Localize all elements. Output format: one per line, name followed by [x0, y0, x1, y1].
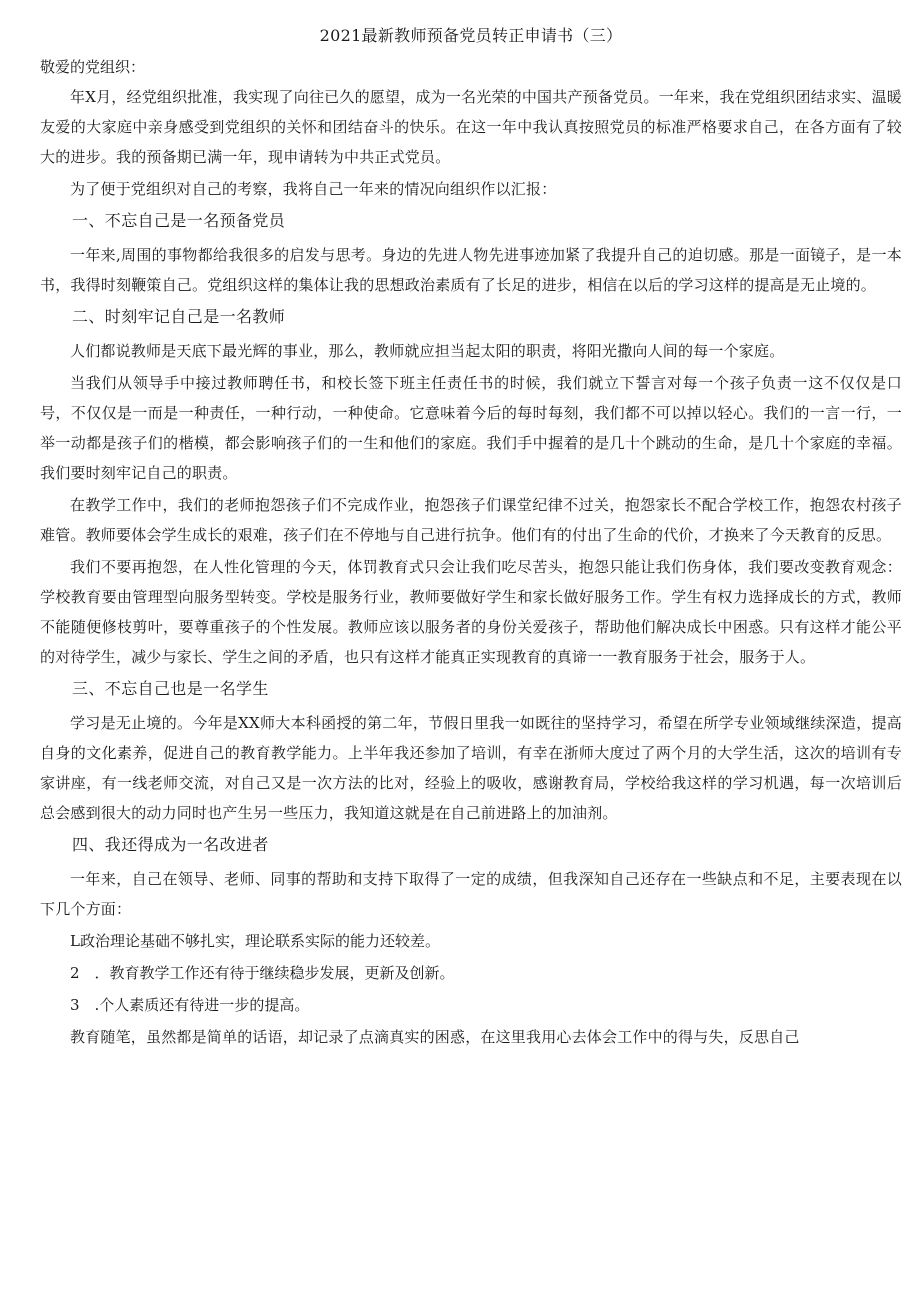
paragraph-section-4: 一年来，自己在领导、老师、同事的帮助和支持下取得了一定的成绩，但我深知自己还存在一些缺点和不足，主要表现在以下几个方面： — [40, 870, 902, 918]
section-heading-4: 四、我还得成为一名改进者 — [72, 835, 269, 854]
paragraph-section-2d: 我们不要再抱怨，在人性化管理的今天，体罚教育式只会让我们吃尽苦头，抱怨只能让我们伤身体，我们要改变教育观念：学校教育要由管理型向服务型转变。学校是服务行业，教师要做好学生和家长做好服务工作。学生有权力选择成长的方式，教师不能随便修枝剪叶，要尊重孩子的个性发展。教师应该以服务者的身份关爱孩子，帮助他们解决成长中困惑。只有这样才能公平的对待学生，减少与家长、学生之间的矛盾，也只有这样才能真正实现教育的真谛一一教育服务于社会，服务于人。 — [40, 558, 902, 666]
section-heading-3: 三、不忘自己也是一名学生 — [72, 679, 269, 698]
salutation: 敬爱的党组织： — [40, 58, 146, 76]
section-heading-2: 二、时刻牢记自己是一名教师 — [72, 307, 286, 326]
section-heading-1: 一、不忘自己是一名预备党员 — [72, 211, 286, 230]
list-item-3: 3 .个人素质还有待进一步的提高。 — [70, 996, 310, 1014]
paragraph-section-3: 学习是无止境的。今年是XX师大本科函授的第二年，节假日里我一如既往的坚持学习，希望在所学专业领域继续深造，提高自身的文化素养，促进自己的教育教学能力。上半年我还参加了培训，有幸在浙师大度过了两个月的大学生活，这次的培训有专家讲座，有一线老师交流，对自己又是一次方法的比对，经验上的吸收，感谢教育局，学校给我这样的学习机遇，每一次培训后总会感到很大的动力同时也产生另一些压力，我知道这就是在自己前进路上的加油剂。 — [40, 714, 902, 822]
document-page — [40, 24, 902, 1054]
document-title: 2021最新教师预备党员转正申请书（三） — [319, 26, 623, 45]
paragraph-closing: 教育随笔，虽然都是简单的话语，却记录了点滴真实的困惑，在这里我用心去体会工作中的得与失，反思自己 — [70, 1028, 800, 1046]
list-item-2: 2 ．教育教学工作还有待于继续稳步发展，更新及创新。 — [70, 964, 455, 982]
list-item-1: L政治理论基础不够扎实，理论联系实际的能力还较差。 — [70, 932, 440, 950]
paragraph-intro: 年X月，经党组织批准，我实现了向往已久的愿望，成为一名光荣的中国共产预备党员。一年来，我在党组织团结求实、温暖友爱的大家庭中亲身感受到党组织的关怀和团结奋斗的快乐。在这一年中我认真按照党员的标准严格要求自己，在各方面有了较大的进步。我的预备期已满一年，现申请转为中共正式党员。 — [40, 88, 902, 166]
paragraph-section-2b: 当我们从领导手中接过教师聘任书，和校长签下班主任责任书的时候，我们就立下誓言对每一个孩子负责一这不仅仅是口号，不仅仅是一而是一种责任，一种行动，一种使命。它意味着今后的每时每刻，我们都不可以掉以轻心。我们的一言一行，一举一动都是孩子们的楷模，都会影响孩子们的一生和他们的家庭。我们手中握着的是几十个跳动的生命，是几十个家庭的幸福。我们要时刻牢记自己的职责。 — [40, 374, 902, 482]
paragraph-report-intro: 为了便于党组织对自己的考察，我将自己一年来的情况向组织作以汇报： — [70, 180, 557, 198]
paragraph-section-2a: 人们都说教师是天底下最光辉的事业，那么，教师就应担当起太阳的职责，将阳光撒向人间的每一个家庭。 — [70, 342, 785, 360]
paragraph-section-2c: 在教学工作中，我们的老师抱怨孩子们不完成作业，抱怨孩子们课堂纪律不过关，抱怨家长不配合学校工作，抱怨农村孩子难管。教师要体会学生成长的艰难，孩子们在不停地与自己进行抗争。他们有的付出了生命的代价，才换来了今天教育的反思。 — [40, 496, 902, 544]
paragraph-section-1: 一年来,周围的事物都给我很多的启发与思考。身边的先进人物先进事迹加紧了我提升自己的迫切感。那是一面镜子，是一本书，我得时刻鞭策自己。党组织这样的集体让我的思想政治素质有了长足的进步，相信在以后的学习这样的提高是无止境的。 — [40, 246, 902, 294]
